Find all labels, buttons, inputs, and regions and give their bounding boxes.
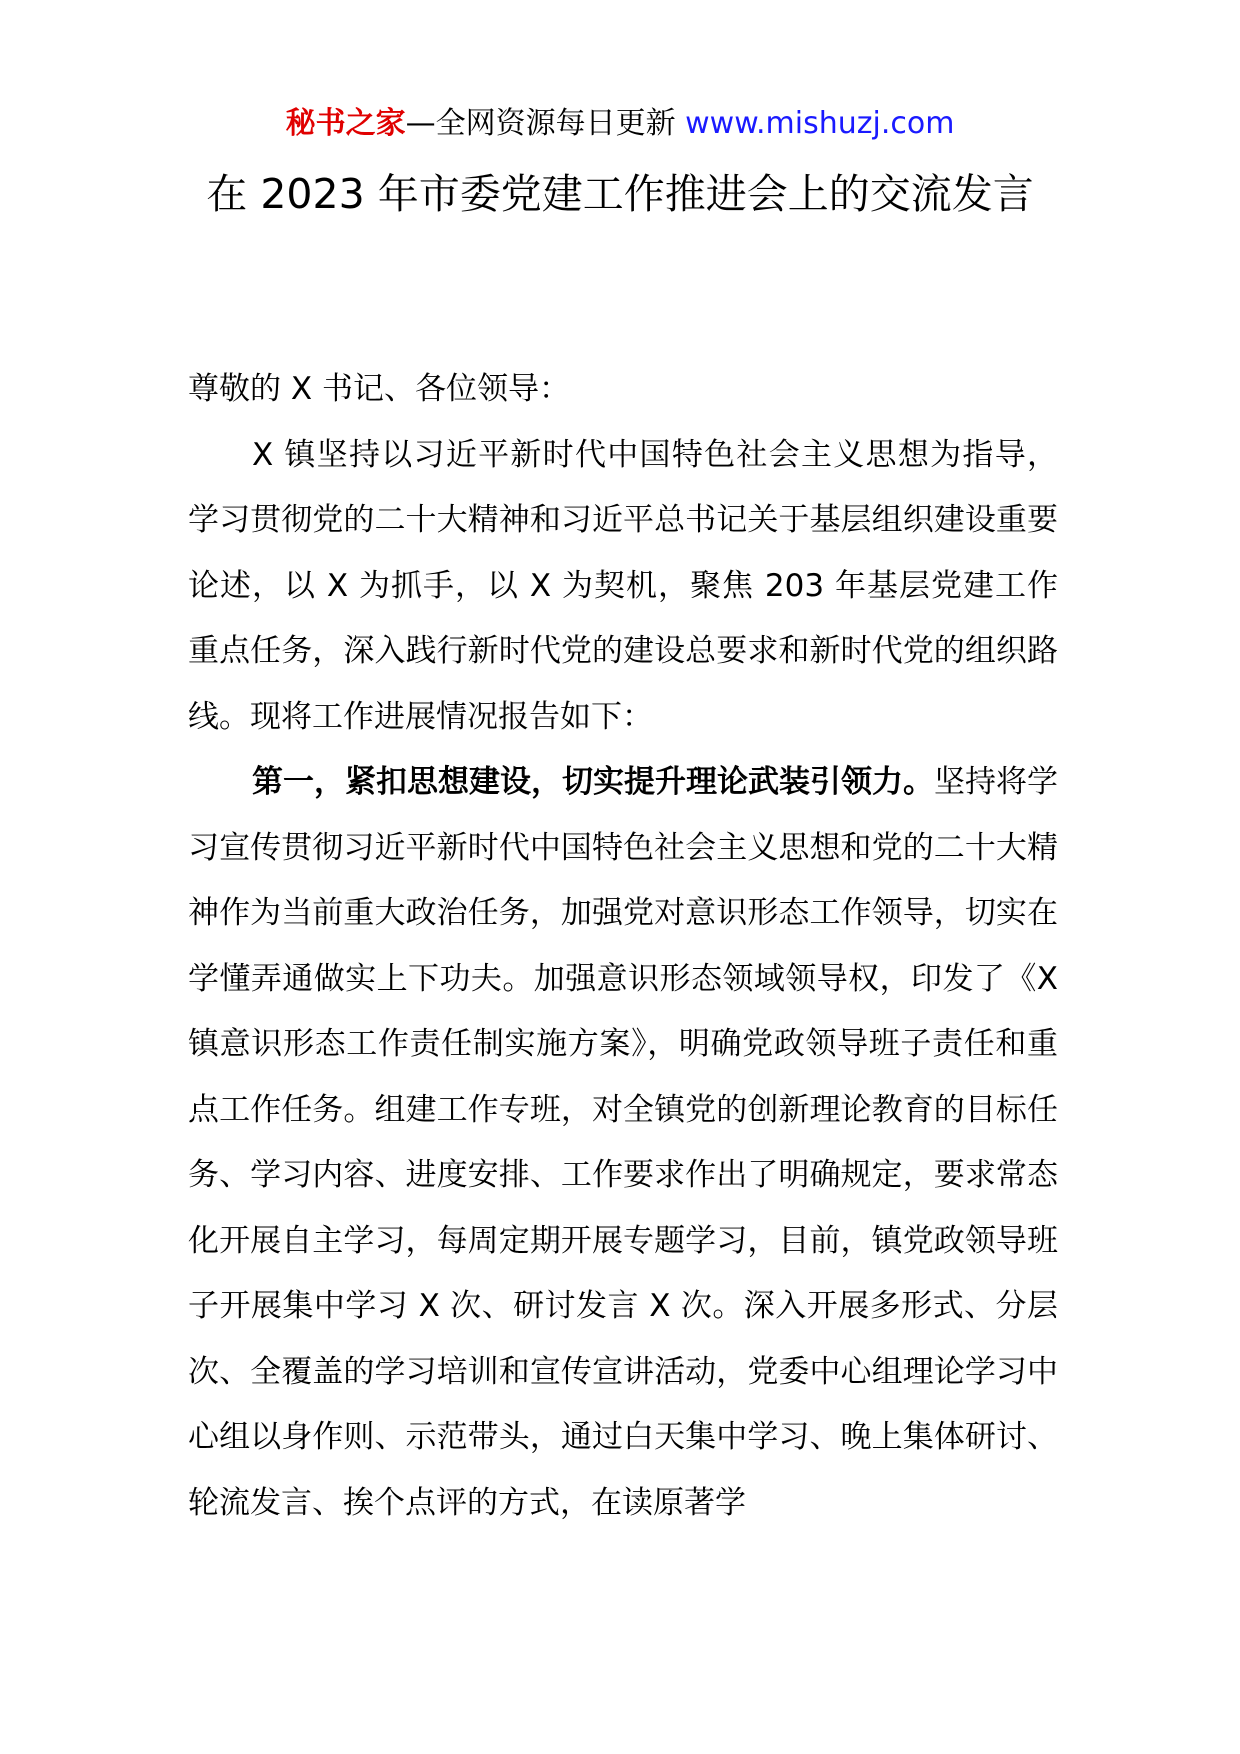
brand-name: 秘书之家 — [285, 106, 406, 141]
site-header — [0, 101, 1240, 147]
paragraph-lead-heading: 第一，紧扣思想建设，切实提升理论武装引领力。 — [252, 764, 934, 800]
document-body — [188, 357, 1058, 1536]
site-url-link[interactable]: www.mishuzj.com — [685, 106, 955, 141]
paragraph-first-point-body: 坚持将学习宣传贯彻习近平新时代中国特色社会主义思想和党的二十大精神作为当前重大政治任务，加强党对意识形态工作领导，切实在学懂弄通做实上下功夫。加强意识形态领域领导权，印发了《X 镇意识形态工作责任制实施方案》，明确党政领导班子责任和重点工作任务。组建工作专班，对全镇党的创新理论教育的目标任务、学习内容、进度安排、工作要求作出了明确规定，要求常态化开展自主学习，每周定期开展专题学习，目前，镇党政领导班子开展集中学习 X 次、研讨发言 X 次。深入开展多形式、分层次、全覆盖的学习培训和宣传宣讲活动，党委中心组理论学习中心组以身作则、示范带头，通过白天集中学习、晚上集体研讨、轮流发言、挨个点评的方式，在读原著学 — [188, 764, 1058, 1521]
header-tagline: —全网资源每日更新 — [405, 106, 676, 141]
salutation: 尊敬的 X 书记、各位领导： — [188, 371, 570, 407]
document-title: 在 2023 年市委党建工作推进会上的交流发言 — [206, 170, 1034, 218]
paragraph-first-point — [188, 750, 1058, 1536]
paragraph-intro: X 镇坚持以习近平新时代中国特色社会主义思想为指导，学习贯彻党的二十大精神和习近平总书记关于基层组织建设重要论述，以 X 为抓手，以 X 为契机，聚焦 203 年基层党建工作重点任务，深入践行新时代党的建设总要求和新时代党的组织路线。现将工作进展情况报告如下： — [188, 436, 1058, 735]
